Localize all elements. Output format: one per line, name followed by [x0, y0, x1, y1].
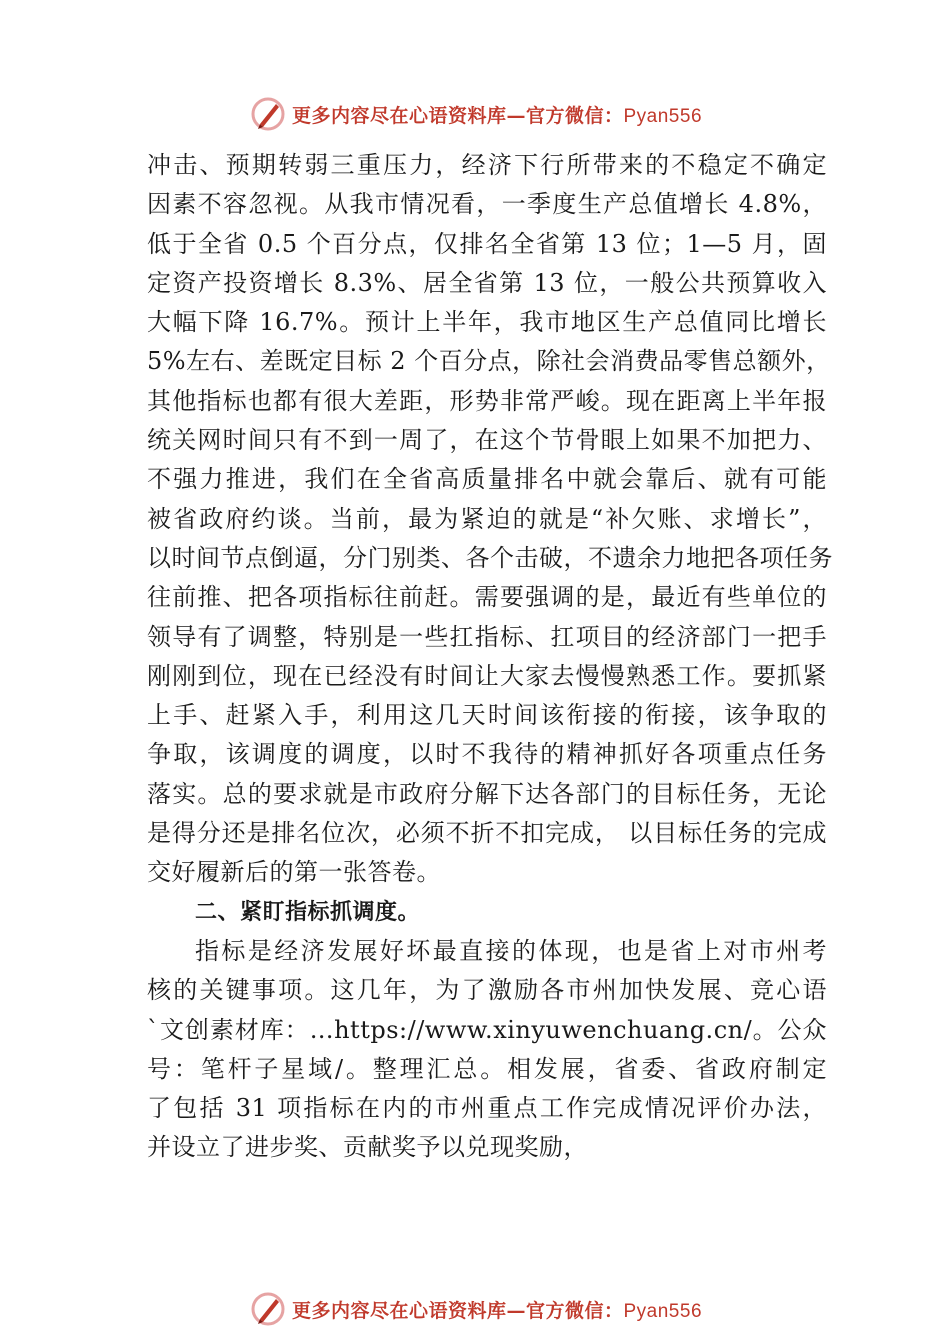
text-line: 其他指标也都有很大差距，形势非常严峻。现在距离上半年报: [147, 386, 827, 415]
footer-banner: [0, 1287, 950, 1331]
text-line: 上手、赶紧入手，利用这几天时间该衔接的衔接，该争取的: [147, 701, 827, 730]
text-line: 以时间节点倒逼，分门别类、各个击破，不遗余力地把各项任务: [147, 543, 833, 572]
text-line: 低于全省 0.5 个百分点，仅排名全省第 13 位；1—5 月，固: [147, 229, 827, 258]
text-line: 不强力推进，我们在全省高质量排名中就会靠后、就有可能: [147, 465, 827, 494]
text-line: 统关网时间只有不到一周了，在这个节骨眼上如果不加把力、: [147, 426, 827, 455]
text-line: 刚刚到位，现在已经没有时间让大家去慢慢熟悉工作。要抓紧: [147, 661, 827, 690]
pen-logo-icon: [248, 1289, 288, 1329]
text-line: 号：笔杆子星域/。整理汇总。相发展，省委、省政府制定: [147, 1054, 827, 1083]
text-line: 定资产投资增长 8.3%、居全省第 13 位，一般公共预算收入: [147, 268, 827, 297]
text-line: 领导有了调整，特别是一些扛指标、扛项目的经济部门一把手: [147, 622, 827, 651]
text-line: 交好履新后的第一张答卷。: [147, 858, 441, 887]
text-line: 核的关键事项。这几年，为了激励各市州加快发展、竞心语: [147, 976, 827, 1005]
text-line: `文创素材库：…https://www.xinyuwenchuang.cn/。公众: [147, 1015, 827, 1044]
text-line: 了包括 31 项指标在内的市州重点工作完成情况评价办法，: [147, 1094, 827, 1123]
text-line: 并设立了进步奖、贡献奖予以兑现奖励，: [147, 1133, 588, 1162]
text-line: 是得分还是排名位次，必须不折不扣完成， 以目标任务的完成: [147, 819, 827, 848]
banner-title: 更多内容尽在心语资料库—官方微信：Pyan556: [291, 104, 703, 127]
section-heading: 二、紧盯指标抓调度。: [195, 899, 421, 925]
banner-title: 更多内容尽在心语资料库—官方微信：Pyan556: [291, 1299, 703, 1322]
text-line: 冲击、预期转弱三重压力，经济下行所带来的不稳定不确定: [147, 151, 827, 179]
header-banner: [0, 92, 950, 136]
text-line: 往前推、把各项指标往前赶。需要强调的是，最近有些单位的: [147, 583, 827, 612]
text-line: 争取，该调度的调度，以时不我待的精神抓好各项重点任务: [147, 740, 827, 769]
text-line: 因素不容忽视。从我市情况看，一季度生产总值增长 4.8%，: [147, 190, 827, 219]
document-body: [147, 146, 833, 1168]
text-line: 被省政府约谈。当前，最为紧迫的就是“补欠账、求增长”，: [147, 504, 827, 533]
text-line: 指标是经济发展好坏最直接的体现，也是省上对市州考: [195, 936, 827, 965]
pen-logo-icon: [248, 94, 288, 134]
text-line: 落实。总的要求就是市政府分解下达各部门的目标任务，无论: [147, 779, 827, 808]
text-line: 5%左右、差既定目标 2 个百分点，除社会消费品零售总额外，: [147, 347, 831, 376]
text-line: 大幅下降 16.7%。预计上半年，我市地区生产总值同比增长: [147, 308, 827, 337]
